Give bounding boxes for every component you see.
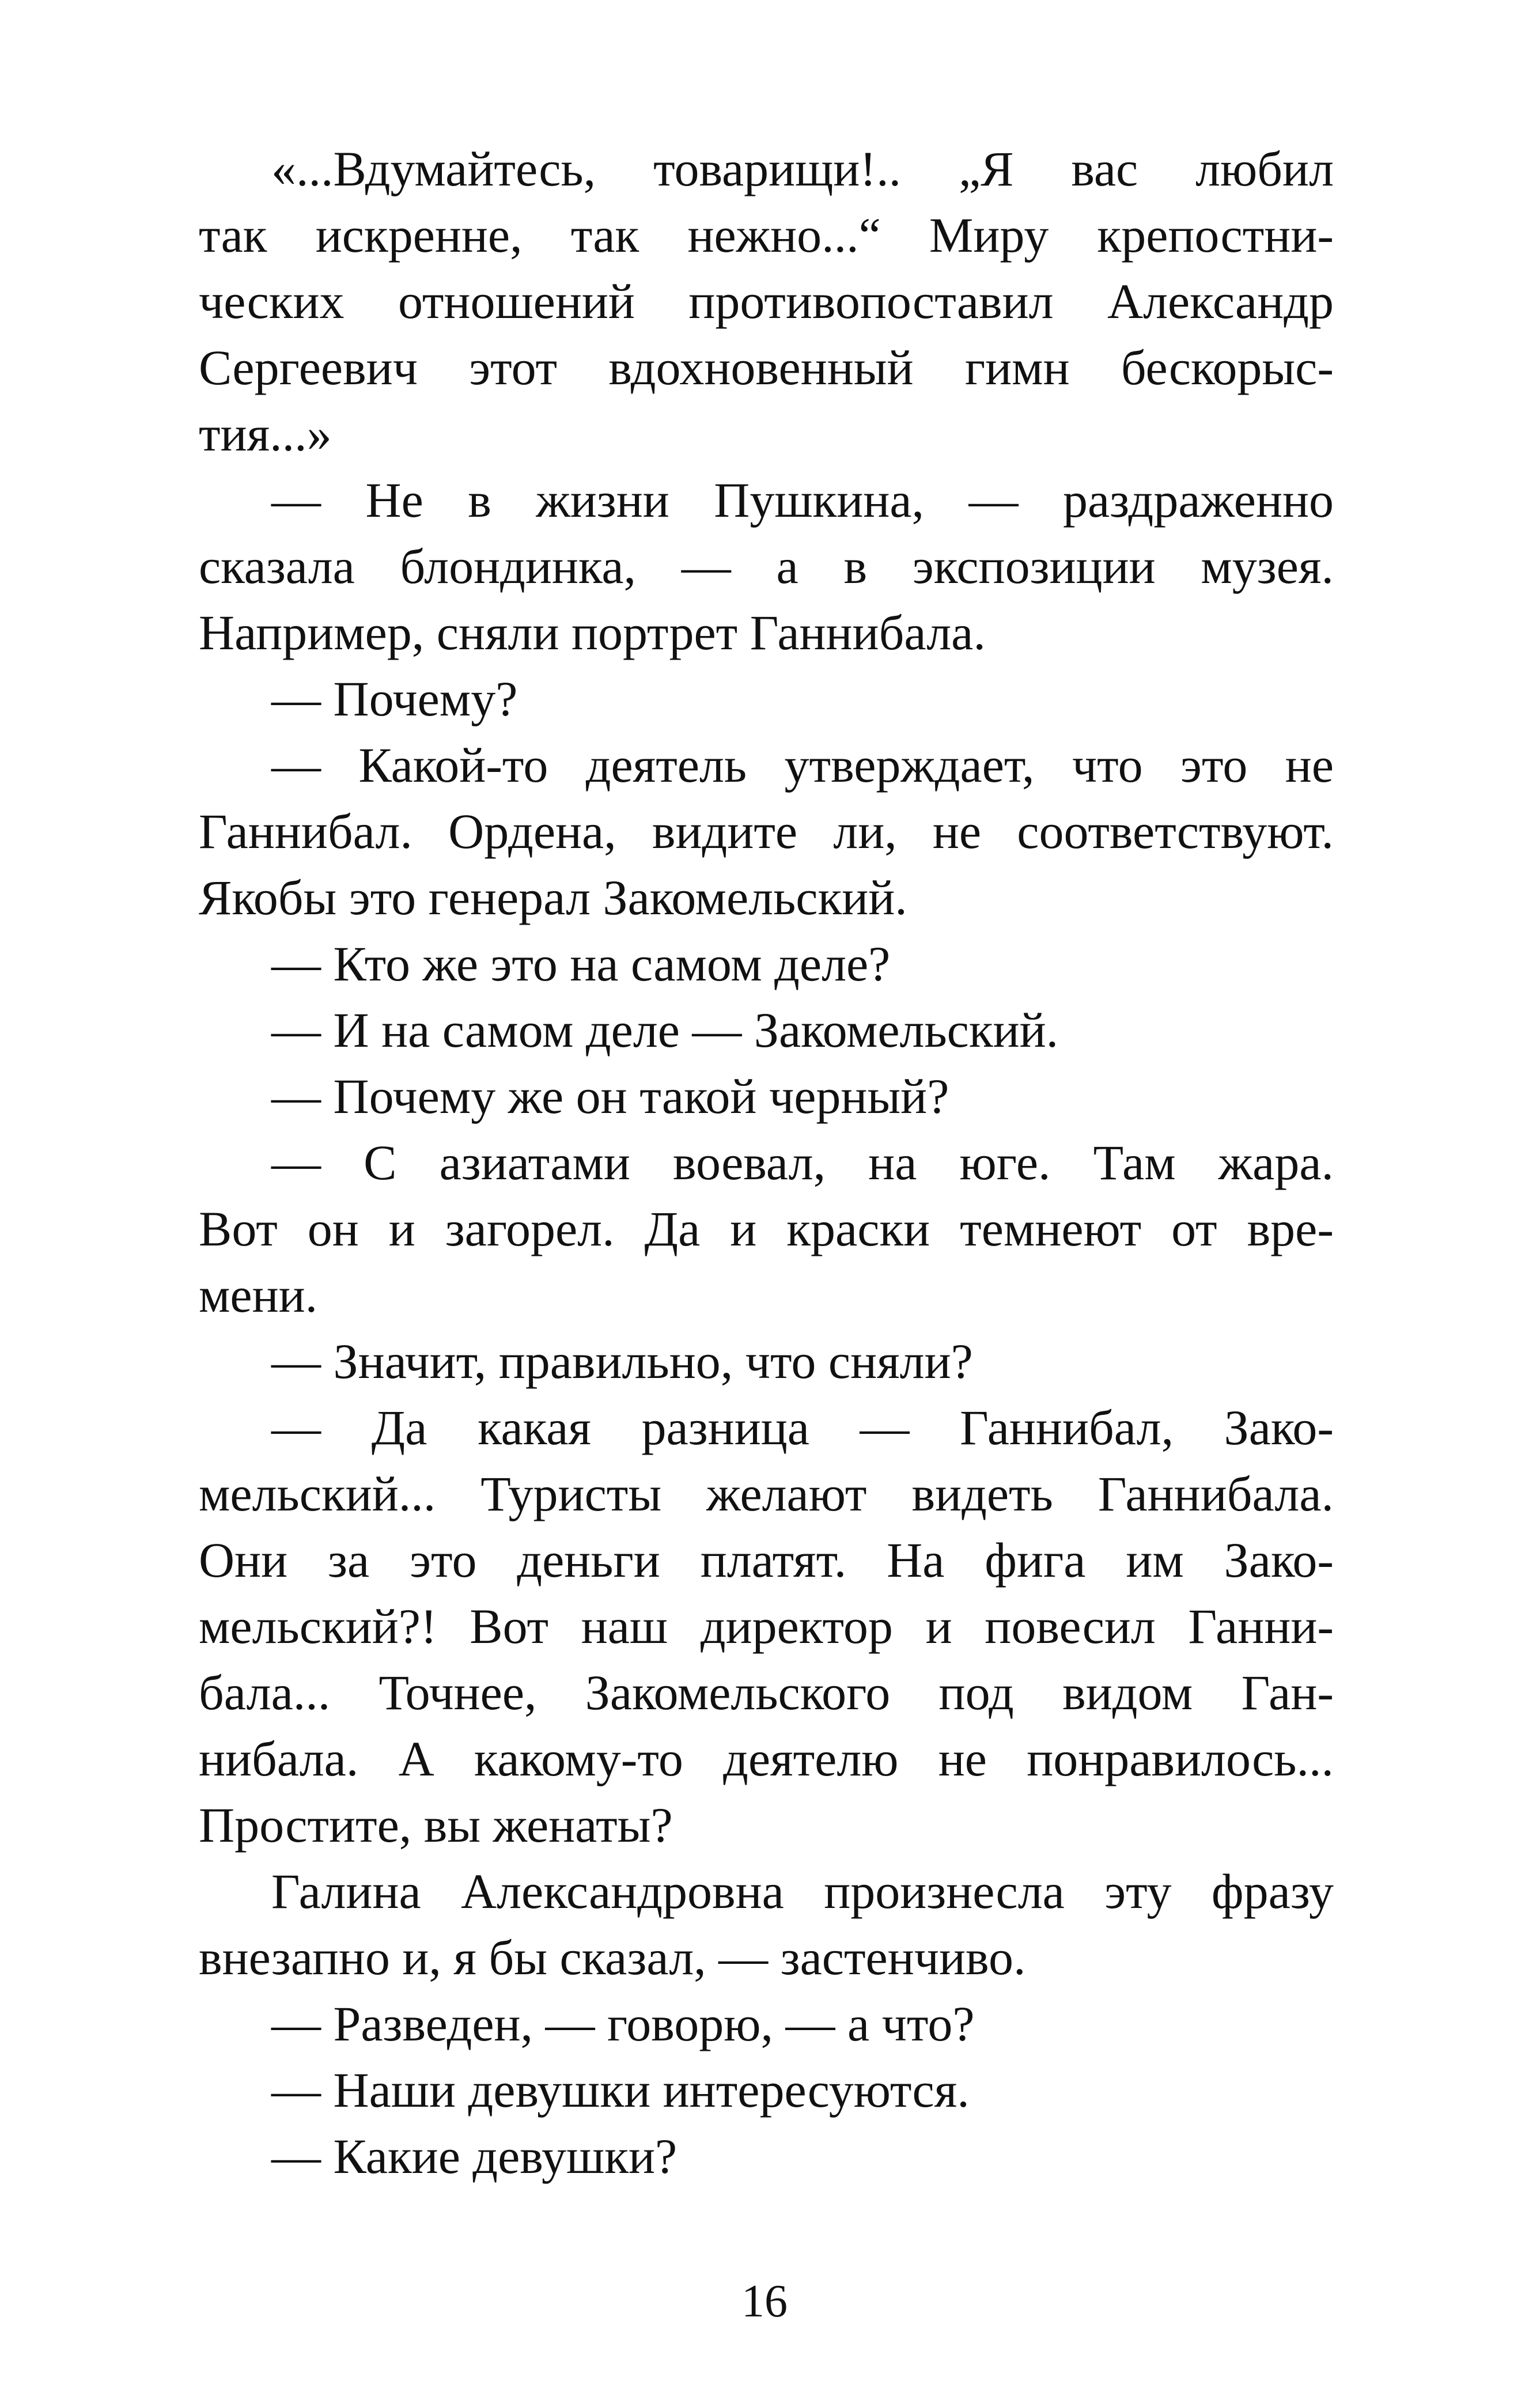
text-line: — Не в жизни Пушкина, — раздраженно bbox=[271, 472, 1334, 528]
text-line: Они за это деньги платят. На фига им Зако- bbox=[199, 1532, 1334, 1588]
text-line: нибала. А какому-то деятелю не понравилось... bbox=[199, 1731, 1334, 1786]
text-line: — Почему? bbox=[271, 671, 518, 726]
text-line: так искренне, так нежно...“ Миру крепостни- bbox=[199, 207, 1334, 263]
text-line: тия...» bbox=[199, 406, 332, 461]
text-line: Вот он и загорел. Да и краски темнеют от вре- bbox=[199, 1201, 1334, 1256]
text-line: сказала блондинка, — а в экспозиции музея. bbox=[199, 539, 1334, 594]
text-line: ческих отношений противопоставил Александр bbox=[199, 274, 1334, 329]
text-line: — Какие девушки? bbox=[271, 2129, 678, 2184]
text-line: «...Вдумайтесь, товарищи!.. „Я вас любил bbox=[271, 141, 1334, 196]
body-text bbox=[199, 136, 1334, 2190]
text-line: — Да какая разница — Ганнибал, Зако- bbox=[271, 1400, 1334, 1455]
text-line: Простите, вы женаты? bbox=[199, 1797, 673, 1853]
text-line: Ганнибал. Ордена, видите ли, не соответствуют. bbox=[199, 804, 1334, 859]
text-line: — Наши девушки интересуются. bbox=[271, 2062, 970, 2118]
text-line: — Разведен, — говорю, — а что? bbox=[271, 1996, 975, 2051]
text-line: мени. bbox=[199, 1267, 318, 1323]
text-line: — И на самом деле — Закомельский. bbox=[271, 1002, 1059, 1058]
text-line: мельский... Туристы желают видеть Ганнибала. bbox=[199, 1466, 1334, 1521]
text-line: — Какой-то деятель утверждает, что это не bbox=[271, 737, 1334, 793]
text-line: мельский?! Вот наш директор и повесил Ганни- bbox=[199, 1599, 1334, 1654]
text-line: Якобы это генерал Закомельский. bbox=[199, 870, 907, 925]
text-line: Сергеевич этот вдохновенный гимн бескорыс- bbox=[199, 340, 1334, 395]
text-line: внезапно и, я бы сказал, — застенчиво. bbox=[199, 1930, 1026, 1985]
text-line: — С азиатами воевал, на юге. Там жара. bbox=[271, 1135, 1334, 1190]
text-line: — Значит, правильно, что сняли? bbox=[271, 1334, 973, 1389]
text-line: — Кто же это на самом деле? bbox=[271, 936, 891, 991]
text-line: бала... Точнее, Закомельского под видом Ган- bbox=[199, 1665, 1334, 1720]
text-line: Галина Александровна произнесла эту фразу bbox=[271, 1864, 1334, 1919]
text-line: Например, сняли портрет Ганнибала. bbox=[199, 605, 986, 660]
page-number: 16 bbox=[741, 2276, 788, 2327]
text-line: — Почему же он такой черный? bbox=[271, 1069, 949, 1124]
